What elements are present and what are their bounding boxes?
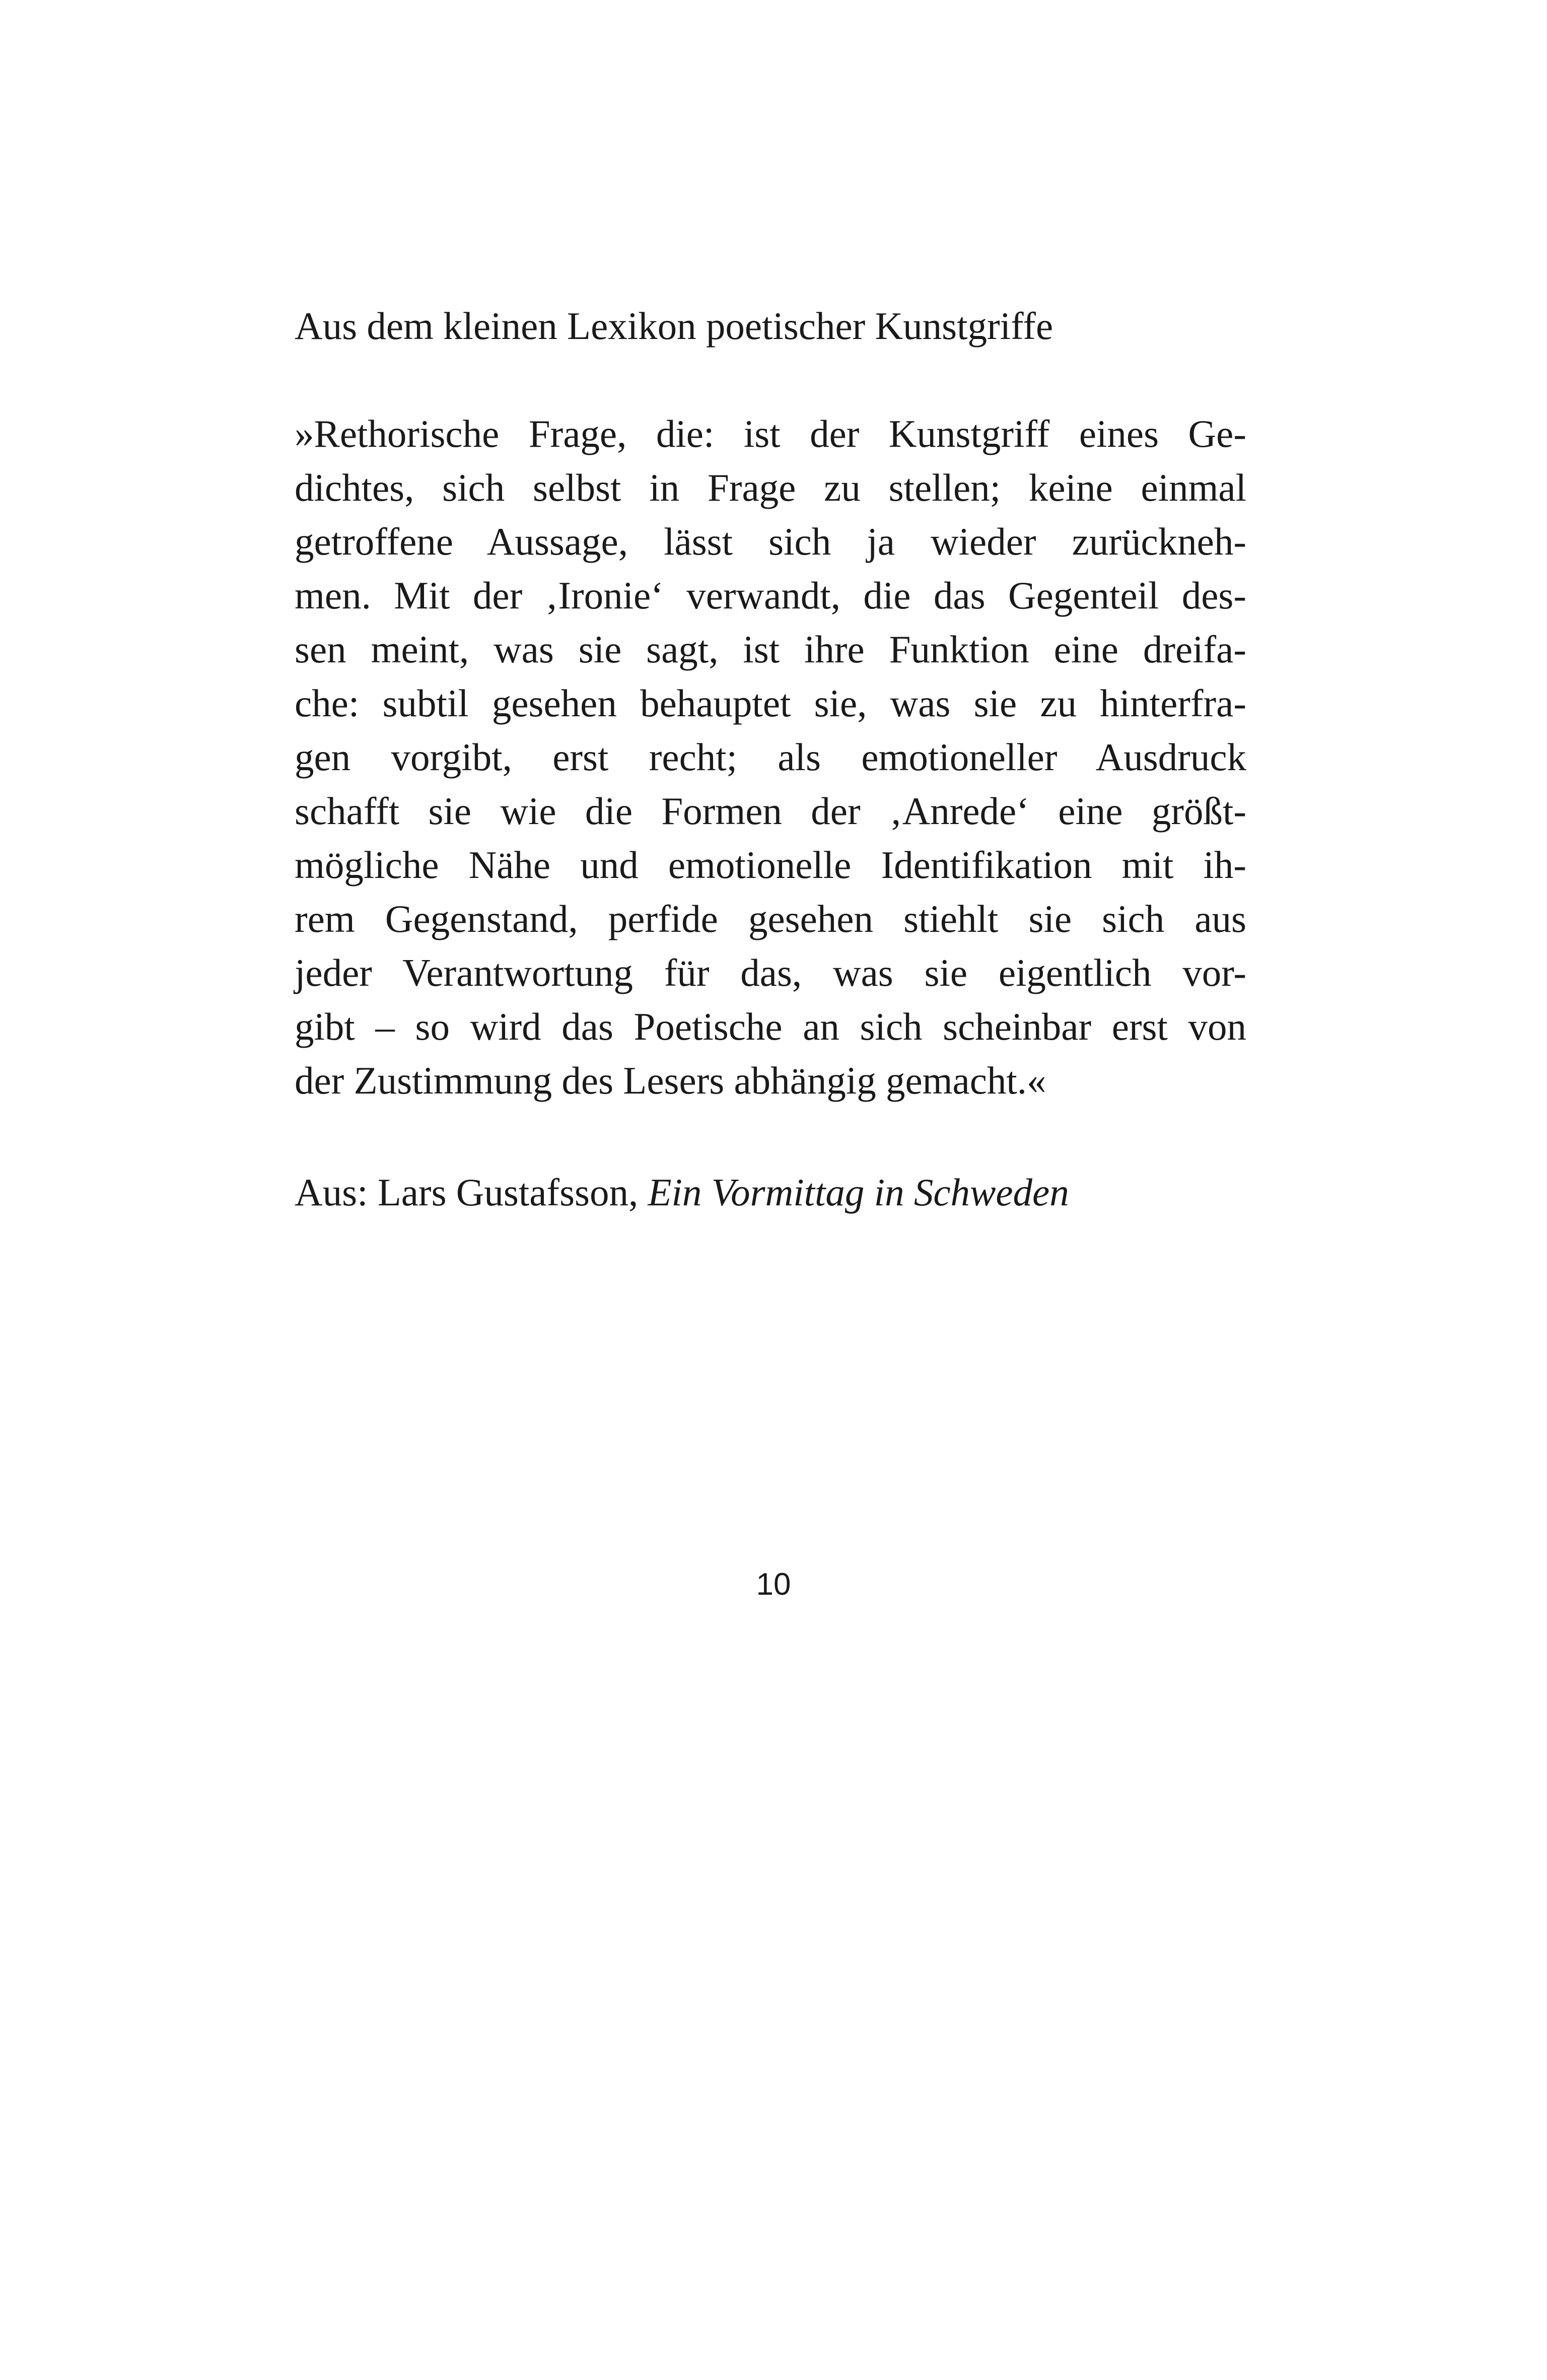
body-line: che: subtil gesehen behauptet sie, was sie zu hinterfra- [295,682,1246,725]
page-number: 10 [756,1567,791,1602]
body-line: schafft sie wie die Formen der ‚Anrede‘ eine größt- [295,789,1246,833]
body-paragraph [295,407,1246,1108]
page-heading: Aus dem kleinen Lexikon poetischer Kunstgriffe [295,304,1053,348]
body-line: men. Mit der ‚Ironie‘ verwandt, die das Gegenteil des- [295,574,1246,617]
body-line: gibt – so wird das Poetische an sich scheinbar erst von [295,1005,1246,1048]
body-line: »Rethorische Frage, die: ist der Kunstgriff eines Ge- [295,412,1246,455]
body-line: sen meint, was sie sagt, ist ihre Funktion eine dreifa- [295,628,1246,671]
source-prefix: Aus: Lars Gustafsson, [295,1171,648,1214]
body-line: mögliche Nähe und emotionelle Identifikation mit ih- [295,843,1246,887]
source-citation [295,1165,1246,1220]
body-line: gen vorgibt, erst recht; als emotioneller Ausdruck [295,735,1246,779]
source-work-title: Ein Vormittag in Schweden [648,1171,1069,1214]
body-line: getroffene Aussage, lässt sich ja wieder zurückneh- [295,520,1246,563]
body-line: der Zustimmung des Lesers abhängig gemacht.« [295,1059,1046,1102]
body-line: dichtes, sich selbst in Frage zu stellen; keine einmal [295,466,1246,509]
body-line: rem Gegenstand, perfide gesehen stiehlt sie sich aus [295,897,1246,940]
body-line: jeder Verantwortung für das, was sie eigentlich vor- [295,951,1246,994]
